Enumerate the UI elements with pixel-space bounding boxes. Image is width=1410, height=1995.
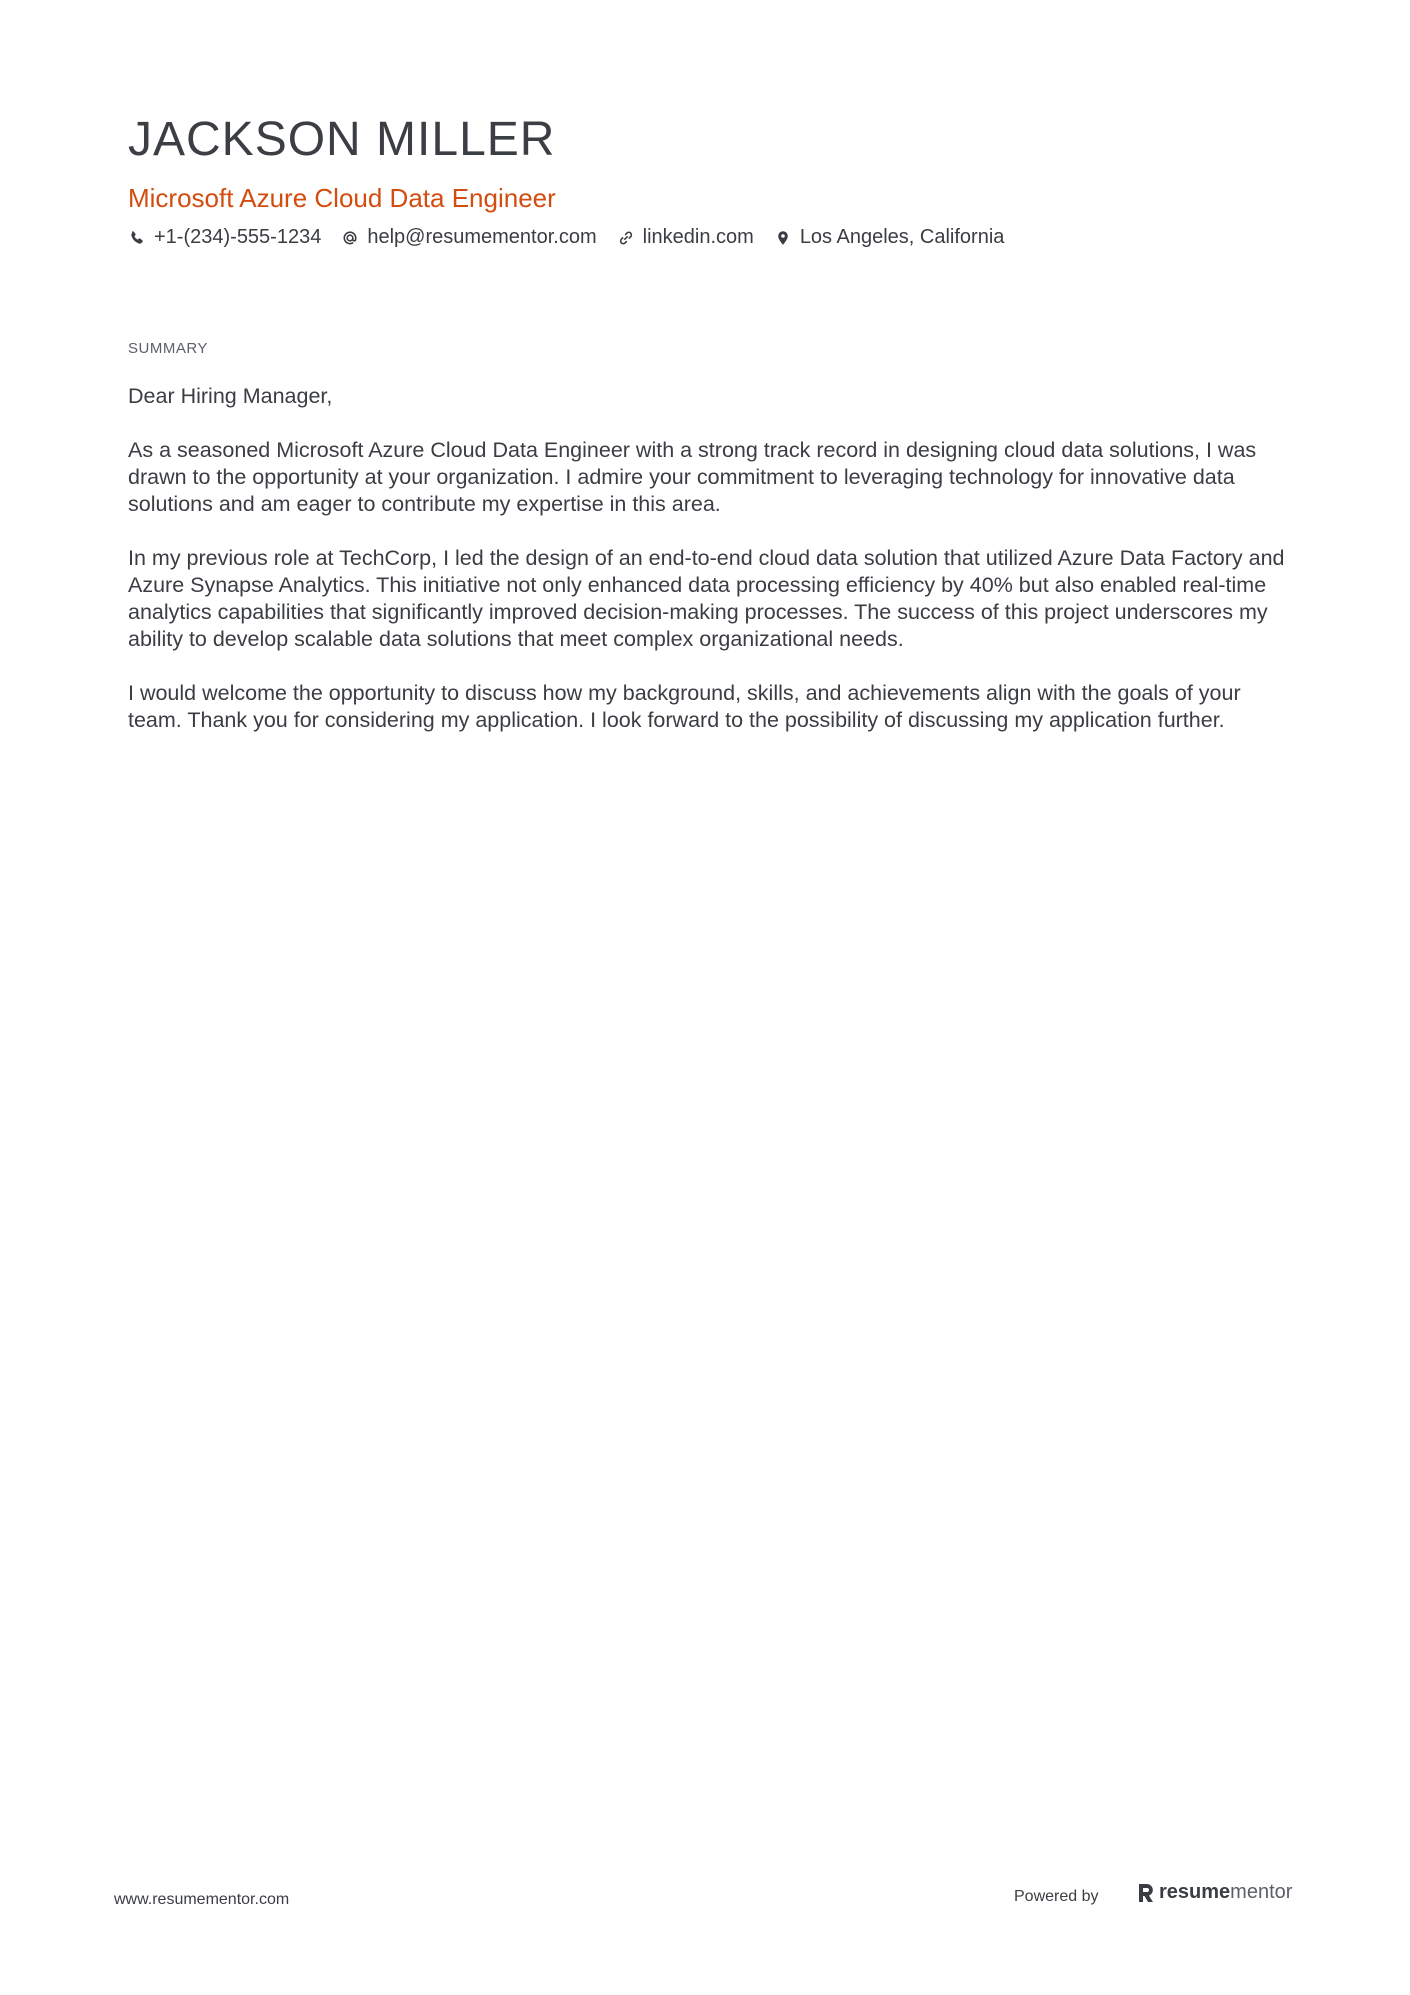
- candidate-name: JACKSON MILLER: [128, 113, 556, 166]
- letter-paragraph: As a seasoned Microsoft Azure Cloud Data Engineer with a strong track record in designing cloud data solutions, I was drawn to the opportunity at your organization. I admire your commitment to leveraging technology for innovative data solutions and am eager to contribute my expertise in this area.: [128, 438, 1257, 516]
- salutation: Dear Hiring Manager,: [128, 384, 333, 408]
- phone-icon: [128, 229, 146, 247]
- contact-phone[interactable]: [128, 226, 321, 249]
- brand-name-part2: mentor: [1230, 1881, 1293, 1903]
- contact-location-text: Los Angeles, California: [799, 226, 1005, 248]
- brand-name-part1: resume: [1159, 1881, 1231, 1903]
- job-title: Microsoft Azure Cloud Data Engineer: [128, 183, 556, 213]
- contact-linkedin-text: linkedin.com: [642, 226, 754, 248]
- letter-paragraph: I would welcome the opportunity to discuss how my background, skills, and achievements align with the goals of your team. Thank you for considering my application. I look forward to the possibility of discussing my application further.: [128, 681, 1241, 732]
- brand-logo[interactable]: [1137, 1881, 1292, 1904]
- contact-email-text: help@resumementor.com: [367, 226, 597, 248]
- at-icon: [341, 229, 359, 247]
- footer-website-link[interactable]: www.resumementor.com: [114, 1891, 290, 1908]
- contact-email[interactable]: [341, 226, 596, 249]
- resumementor-logo-icon: [1137, 1882, 1155, 1904]
- contact-linkedin[interactable]: [617, 226, 754, 249]
- powered-by-label: Powered by: [1014, 1888, 1099, 1905]
- letter-body: [128, 383, 1288, 761]
- contact-phone-text: +1-(234)-555-1234: [154, 226, 322, 248]
- contact-bar: [128, 226, 1024, 249]
- link-icon: [617, 229, 635, 247]
- letter-paragraph: In my previous role at TechCorp, I led the design of an end-to-end cloud data solution that utilized Azure Data Factory and Azure Synapse Analytics. This initiative not only enhanced data processing efficiency by 40% but also enabled real-time analytics capabilities that significantly improved decision-making processes. The success of this project underscores my ability to develop scalable data solutions that meet complex organizational needs.: [128, 546, 1285, 651]
- contact-location: [774, 226, 1005, 249]
- section-heading-summary: SUMMARY: [128, 340, 208, 357]
- location-pin-icon: [774, 229, 792, 247]
